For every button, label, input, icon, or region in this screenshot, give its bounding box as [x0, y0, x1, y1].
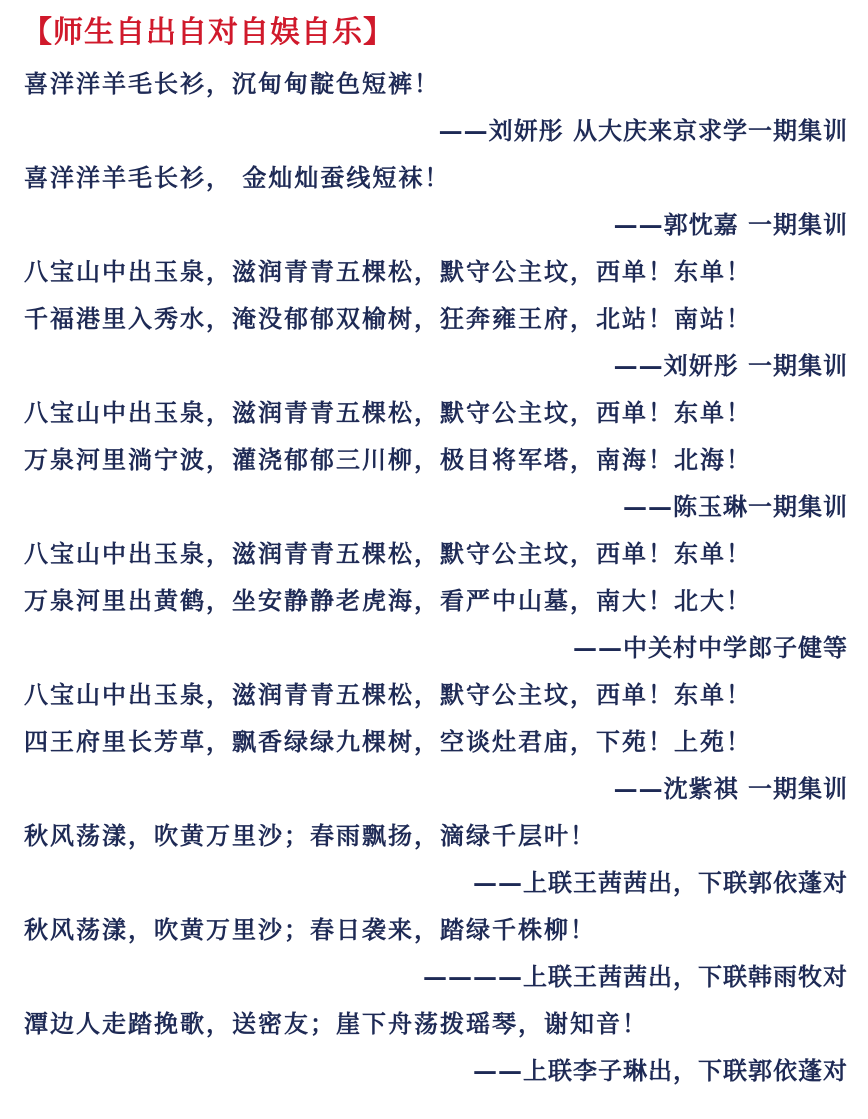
- couplet-line: 八宝山中出玉泉，滋润青青五棵松，默守公主坟，西单！东单！: [24, 257, 752, 286]
- attribution-line: ——陈玉琳一期集训: [623, 492, 848, 521]
- attribution-line: ——刘妍彤 从大庆来京求学一期集训: [438, 116, 848, 145]
- couplet-line: 秋风荡漾，吹黄万里沙；春雨飘扬，滴绿千层叶！: [24, 821, 596, 850]
- page-title: 【师生自出自对自娱自乐】: [22, 15, 394, 50]
- couplet-line: 四王府里长芳草，飘香绿绿九棵树，空谈灶君庙，下苑！上苑！: [24, 727, 752, 756]
- couplet-line: 万泉河里淌宁波，灌浇郁郁三川柳，极目将军塔，南海！北海！: [24, 445, 752, 474]
- attribution-line: ——沈紫祺 一期集训: [613, 774, 848, 803]
- attribution-line: ——刘妍彤 一期集训: [613, 351, 848, 380]
- couplet-line: 八宝山中出玉泉，滋润青青五棵松，默守公主坟，西单！东单！: [24, 539, 752, 568]
- couplet-list: [0, 60, 868, 1094]
- attribution-line: ————上联王茜茜出，下联韩雨牧对: [423, 962, 848, 991]
- couplet-line: 潭边人走踏挽歌，送密友；崖下舟荡拨瑶琴，谢知音！: [24, 1009, 648, 1038]
- couplet-line: 八宝山中出玉泉，滋润青青五棵松，默守公主坟，西单！东单！: [24, 398, 752, 427]
- couplet-line: 万泉河里出黄鹤，坐安静静老虎海，看严中山墓，南大！北大！: [24, 586, 752, 615]
- attribution-line: ——郭忱嘉 一期集训: [613, 210, 848, 239]
- couplet-line: 八宝山中出玉泉，滋润青青五棵松，默守公主坟，西单！东单！: [24, 680, 752, 709]
- attribution-line: ——上联李子琳出，下联郭依蓬对: [473, 1056, 848, 1085]
- couplet-line: 秋风荡漾，吹黄万里沙；春日袭来，踏绿千株柳！: [24, 915, 596, 944]
- couplet-line: 千福港里入秀水，淹没郁郁双榆树，狂奔雍王府，北站！南站！: [24, 304, 752, 333]
- couplet-line: 喜洋洋羊毛长衫，沉甸甸靛色短裤！: [24, 69, 440, 98]
- couplet-line: 喜洋洋羊毛长衫， 金灿灿蚕线短袜！: [24, 163, 451, 192]
- attribution-line: ——上联王茜茜出，下联郭依蓬对: [473, 868, 848, 897]
- attribution-line: ——中关村中学郎子健等: [573, 633, 848, 662]
